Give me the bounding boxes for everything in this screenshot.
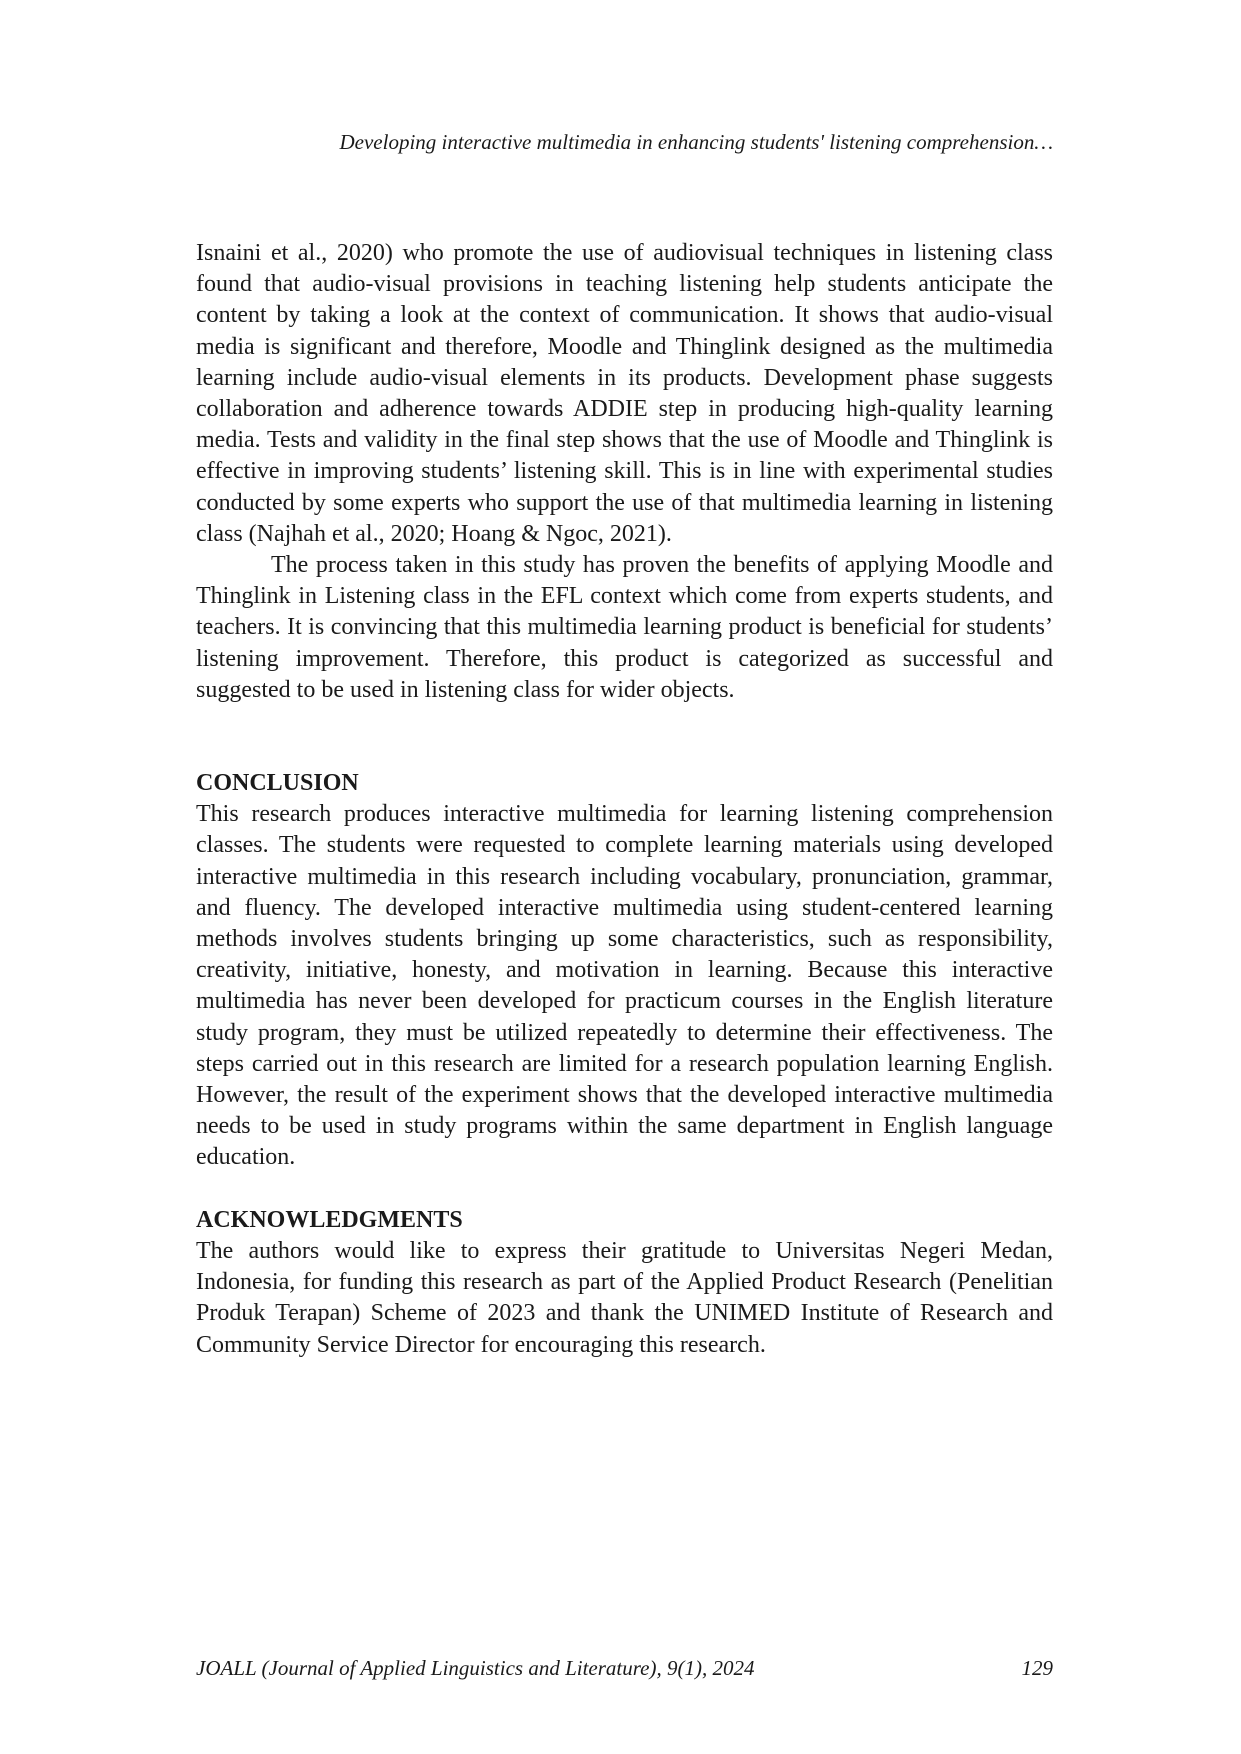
body-paragraph-2: The process taken in this study has proven the benefits of applying Moodle and Thinglink in Listening class in the EFL context which come from experts students, and teachers. It is convincing that this multimedia learning product is beneficial for students’ listening improvement. Therefore, this product is categorized as successful and suggested to be used in listening class for wider objects. (196, 552, 1053, 703)
running-header: Developing interactive multimedia in enhancing students' listening comprehension… (339, 130, 1053, 154)
conclusion-heading: CONCLUSION (196, 770, 359, 797)
body-paragraph-1: Isnaini et al., 2020) who promote the use of audiovisual techniques in listening class found that audio-visual provisions in teaching listening help students anticipate the content by taking a look at the context of communication. It shows that audio-visual media is significant and therefore, Moodle and Thinglink designed as the multimedia learning include audio-visual elements in its products. Development phase suggests collaboration and adherence towards ADDIE step in producing high-quality learning media. Tests and validity in the final step shows that the use of Moodle and Thinglink is effective in improving students’ listening skill. This is in line with experimental studies conducted by some experts who support the use of that multimedia learning in listening class (Najhah et al., 2020; Hoang & Ngoc, 2021). (196, 240, 1053, 547)
page-body (196, 238, 1053, 1361)
conclusion-paragraph: This research produces interactive multimedia for learning listening comprehension classes. The students were requested to complete learning materials using developed interactive multimedia in this research including vocabulary, pronunciation, grammar, and fluency. The developed interactive multimedia using student-centered learning methods involves students bringing up some characteristics, such as responsibility, creativity, initiative, honesty, and motivation in learning. Because this interactive multimedia has never been developed for practicum courses in the English literature study program, they must be utilized repeatedly to determine their effectiveness. The steps carried out in this research are limited for a research population learning English. However, the result of the experiment shows that the developed interactive multimedia needs to be used in study programs within the same department in English language education. (196, 801, 1053, 1171)
acknowledgments-heading: ACKNOWLEDGMENTS (196, 1206, 463, 1233)
section-spacer (196, 706, 1053, 768)
section-spacer (196, 1174, 1053, 1205)
page-number: 129 (1021, 1656, 1053, 1680)
running-footer (196, 1654, 1053, 1682)
acknowledgments-paragraph: The authors would like to express their gratitude to Universitas Negeri Medan, Indonesia, for funding this research as part of the Applied Product Research (Penelitian Produk Terapan) Scheme of 2023 and thank the UNIMED Institute of Research and Community Service Director for encouraging this research. (196, 1237, 1053, 1358)
journal-citation: JOALL (Journal of Applied Linguistics and Literature), 9(1), 2024 (196, 1656, 755, 1680)
